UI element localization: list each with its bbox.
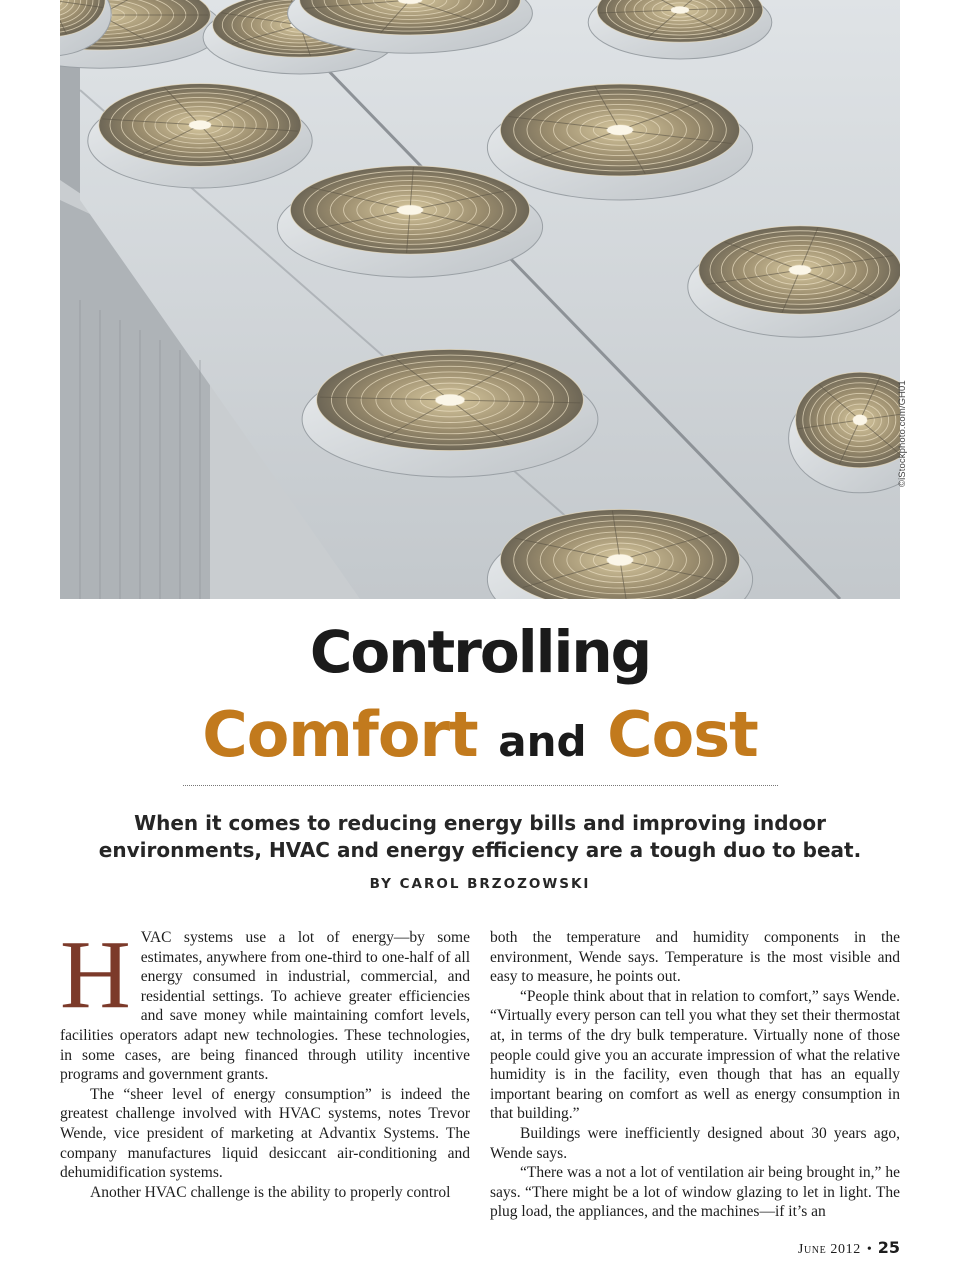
- fan-grille: [88, 84, 312, 188]
- body-column-right: [490, 928, 900, 1222]
- article-deck: When it comes to reducing energy bills and improving indoor environments, HVAC and energy efficiency are a tough duo to beat.: [98, 811, 862, 862]
- paragraph: “People think about that in relation to comfort,” says Wende. “Virtually every person can tell you what they set their thermostat at, in terms of the dry bulk temperature. Virtually none of those people could give you an accurate impression of what the relative humidity is in the facility, even though that has an equally important bearing on comfort as well as energy consumption in that building.”: [490, 987, 900, 1123]
- title-word-comfort: Comfort: [202, 698, 478, 771]
- paragraph: both the temperature and humidity components in the environment, Wende says. Temperature is the most visible and easy to measure, he points out.: [490, 929, 900, 986]
- fan-grille: [302, 349, 598, 477]
- paragraph: Another HVAC challenge is the ability to properly control: [90, 1183, 451, 1201]
- hvac-fans-illustration: [60, 0, 900, 599]
- title-divider: [183, 785, 778, 786]
- byline: BY CAROL BRZOZOWSKI: [369, 876, 591, 892]
- paragraph: Buildings were inefficiently designed about 30 years ago, Wende says.: [490, 1124, 900, 1162]
- paragraph: “There was a not a lot of ventilation air being brought in,” he says. “There might be a lot of window glazing to let in light. The plug load, the appliances, and the machines—if it’s an: [490, 1164, 900, 1221]
- page-number: 25: [877, 1238, 900, 1257]
- hero-photo: [60, 0, 900, 599]
- fan-grille: [277, 166, 542, 277]
- paragraph: The “sheer level of energy consumption” is indeed the greatest challenge involved with HVAC systems, notes Trevor Wende, vice president of marketing at Advantix Systems. The company manufactures liquid desiccant air-conditioning and dehumidification systems.: [60, 1085, 470, 1182]
- body-column-left: [60, 921, 470, 1202]
- article-title-line2: [0, 698, 960, 771]
- article-title-line1: Controlling: [309, 618, 651, 686]
- drop-cap: H: [60, 921, 131, 1029]
- page-folio: [798, 1238, 900, 1258]
- fan-grille: [487, 84, 752, 200]
- paragraph: [60, 921, 470, 1085]
- paragraph-text: VAC systems use a lot of energy—by some estimates, anywhere from one-third to one-half of all energy consumed in industrial, commercial, and residential settings. To achieve greater efficiencies and save money while maintaining comfort levels, facilities operators adapt new technologies. These technologies, in some cases, are being financed through utility incentive programs and government grants.: [60, 929, 470, 1084]
- issue-date: June 2012: [797, 1242, 861, 1257]
- title-word-and: and: [498, 717, 587, 766]
- folio-bullet: •: [866, 1242, 872, 1257]
- photo-credit: ©iStockphoto.com/GH01: [897, 380, 908, 487]
- title-word-cost: Cost: [607, 698, 758, 771]
